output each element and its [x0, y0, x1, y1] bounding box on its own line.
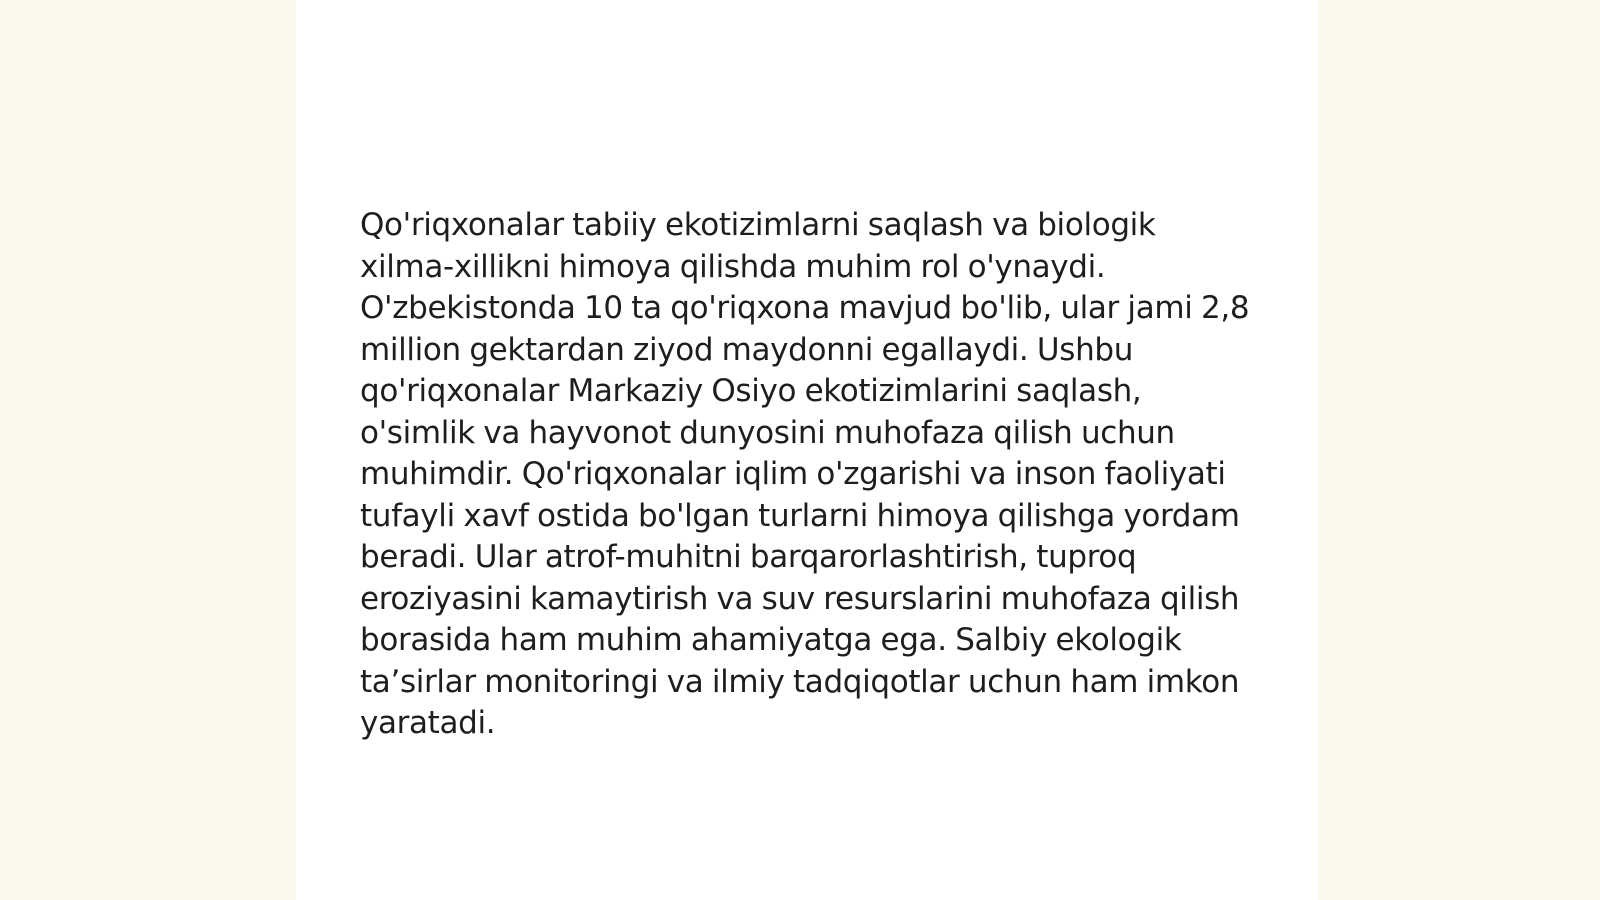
slide-body-text: Qo'riqxonalar tabiiy ekotizimlarni saqlash va biologik xilma-xillikni himoya qilishda muhim rol o'ynaydi. O'zbekistonda 10 ta qo'riqxona mavjud bo'lib, ular jami 2,8 million gektardan ziyod maydonni egallaydi. Ushbu qo'riqxonalar Markaziy Osiyo ekotizimlarini saqlash, o'simlik va hayvonot dunyosini muhofaza qilish uchun muhimdir. Qo'riqxonalar iqlim o'zgarishi va inson faoliyati tufayli xavf ostida bo'lgan turlarni himoya qilishga yordam beradi. Ular atrof-muhitni barqarorlashtirish, tuproq eroziyasini kamaytirish va suv resurslarini muhofaza qilish borasida ham muhim ahamiyatga ega. Salbiy ekologik ta’sirlar monitoringi va ilmiy tadqiqotlar uchun ham imkon yaratadi.	[360, 207, 1250, 741]
slide-canvas	[296, 0, 1318, 900]
